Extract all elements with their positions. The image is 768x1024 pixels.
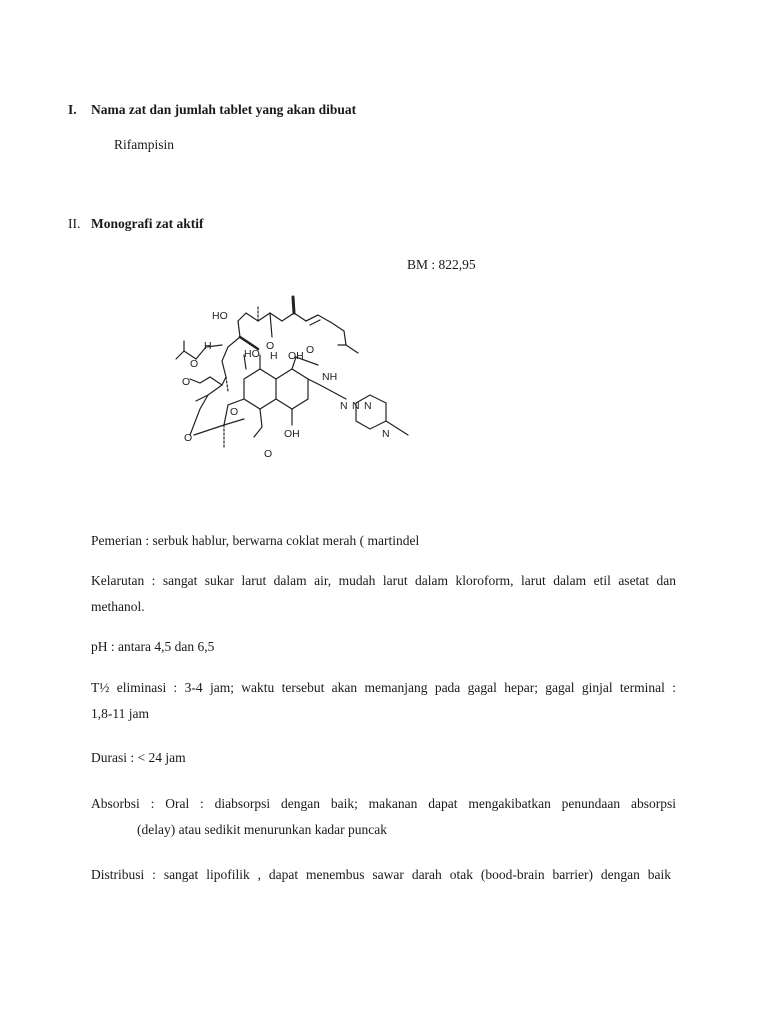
label-o-ring: O (266, 340, 275, 352)
absorbsi-line-1: Absorbsi : Oral : diabsorpsi dengan baik; makanan dapat mengakibatkan penundaan absorpsi (91, 796, 676, 811)
section-1-number: I. (68, 102, 77, 117)
kelarutan-line-2: methanol. (91, 599, 145, 614)
ph-text: pH : antara 4,5 dan 6,5 (91, 639, 215, 654)
durasi-text: Durasi : < 24 jam (91, 750, 186, 765)
t-half-line-1: T½ eliminasi : 3-4 jam; waktu tersebut akan memanjang pada gagal hepar; gagal ginjal terminal : (91, 680, 676, 695)
kelarutan-line-1: Kelarutan : sangat sukar larut dalam air, mudah larut dalam kloroform, larut dalam etil asetat dan (91, 573, 676, 588)
label-ho-top: HO (212, 310, 228, 322)
label-n2: N (352, 400, 360, 412)
label-oh-ring: OH (288, 350, 304, 362)
label-oh-bottom: OH (284, 428, 300, 440)
label-o-amide: O (306, 344, 315, 356)
label-o-ether: O (182, 376, 191, 388)
label-o-bridge: O (184, 432, 193, 444)
rifampicin-structure (160, 285, 420, 475)
absorbsi-line-2: (delay) atau sedikit menurunkan kadar puncak (137, 822, 388, 837)
molecular-weight: BM : 822,95 (407, 257, 476, 272)
t-half-line-2: 1,8-11 jam (91, 706, 149, 721)
section-2-heading: Monografi zat aktif (91, 216, 204, 231)
label-ho-ring: HO (244, 348, 260, 360)
drug-name: Rifampisin (114, 137, 174, 152)
label-n1: N (340, 400, 348, 412)
label-n4: N (382, 428, 390, 440)
section-2-number: II. (68, 216, 81, 231)
section-1-heading: Nama zat dan jumlah tablet yang akan dibuat (91, 102, 357, 117)
label-o-furan: O (230, 406, 239, 418)
distribusi-text: Distribusi : sangat lipofilik , dapat menembus sawar darah otak (bood-brain barrier) dengan baik (91, 867, 671, 882)
label-h-left: H (204, 340, 212, 352)
label-nh: NH (322, 371, 338, 383)
label-o-ketone: O (264, 448, 273, 460)
pemerian-text: Pemerian : serbuk hablur, berwarna coklat merah ( martindel (91, 533, 420, 548)
label-n3: N (364, 400, 372, 412)
label-h-ring: H (270, 350, 278, 362)
label-o-acetyl: O (190, 358, 199, 370)
